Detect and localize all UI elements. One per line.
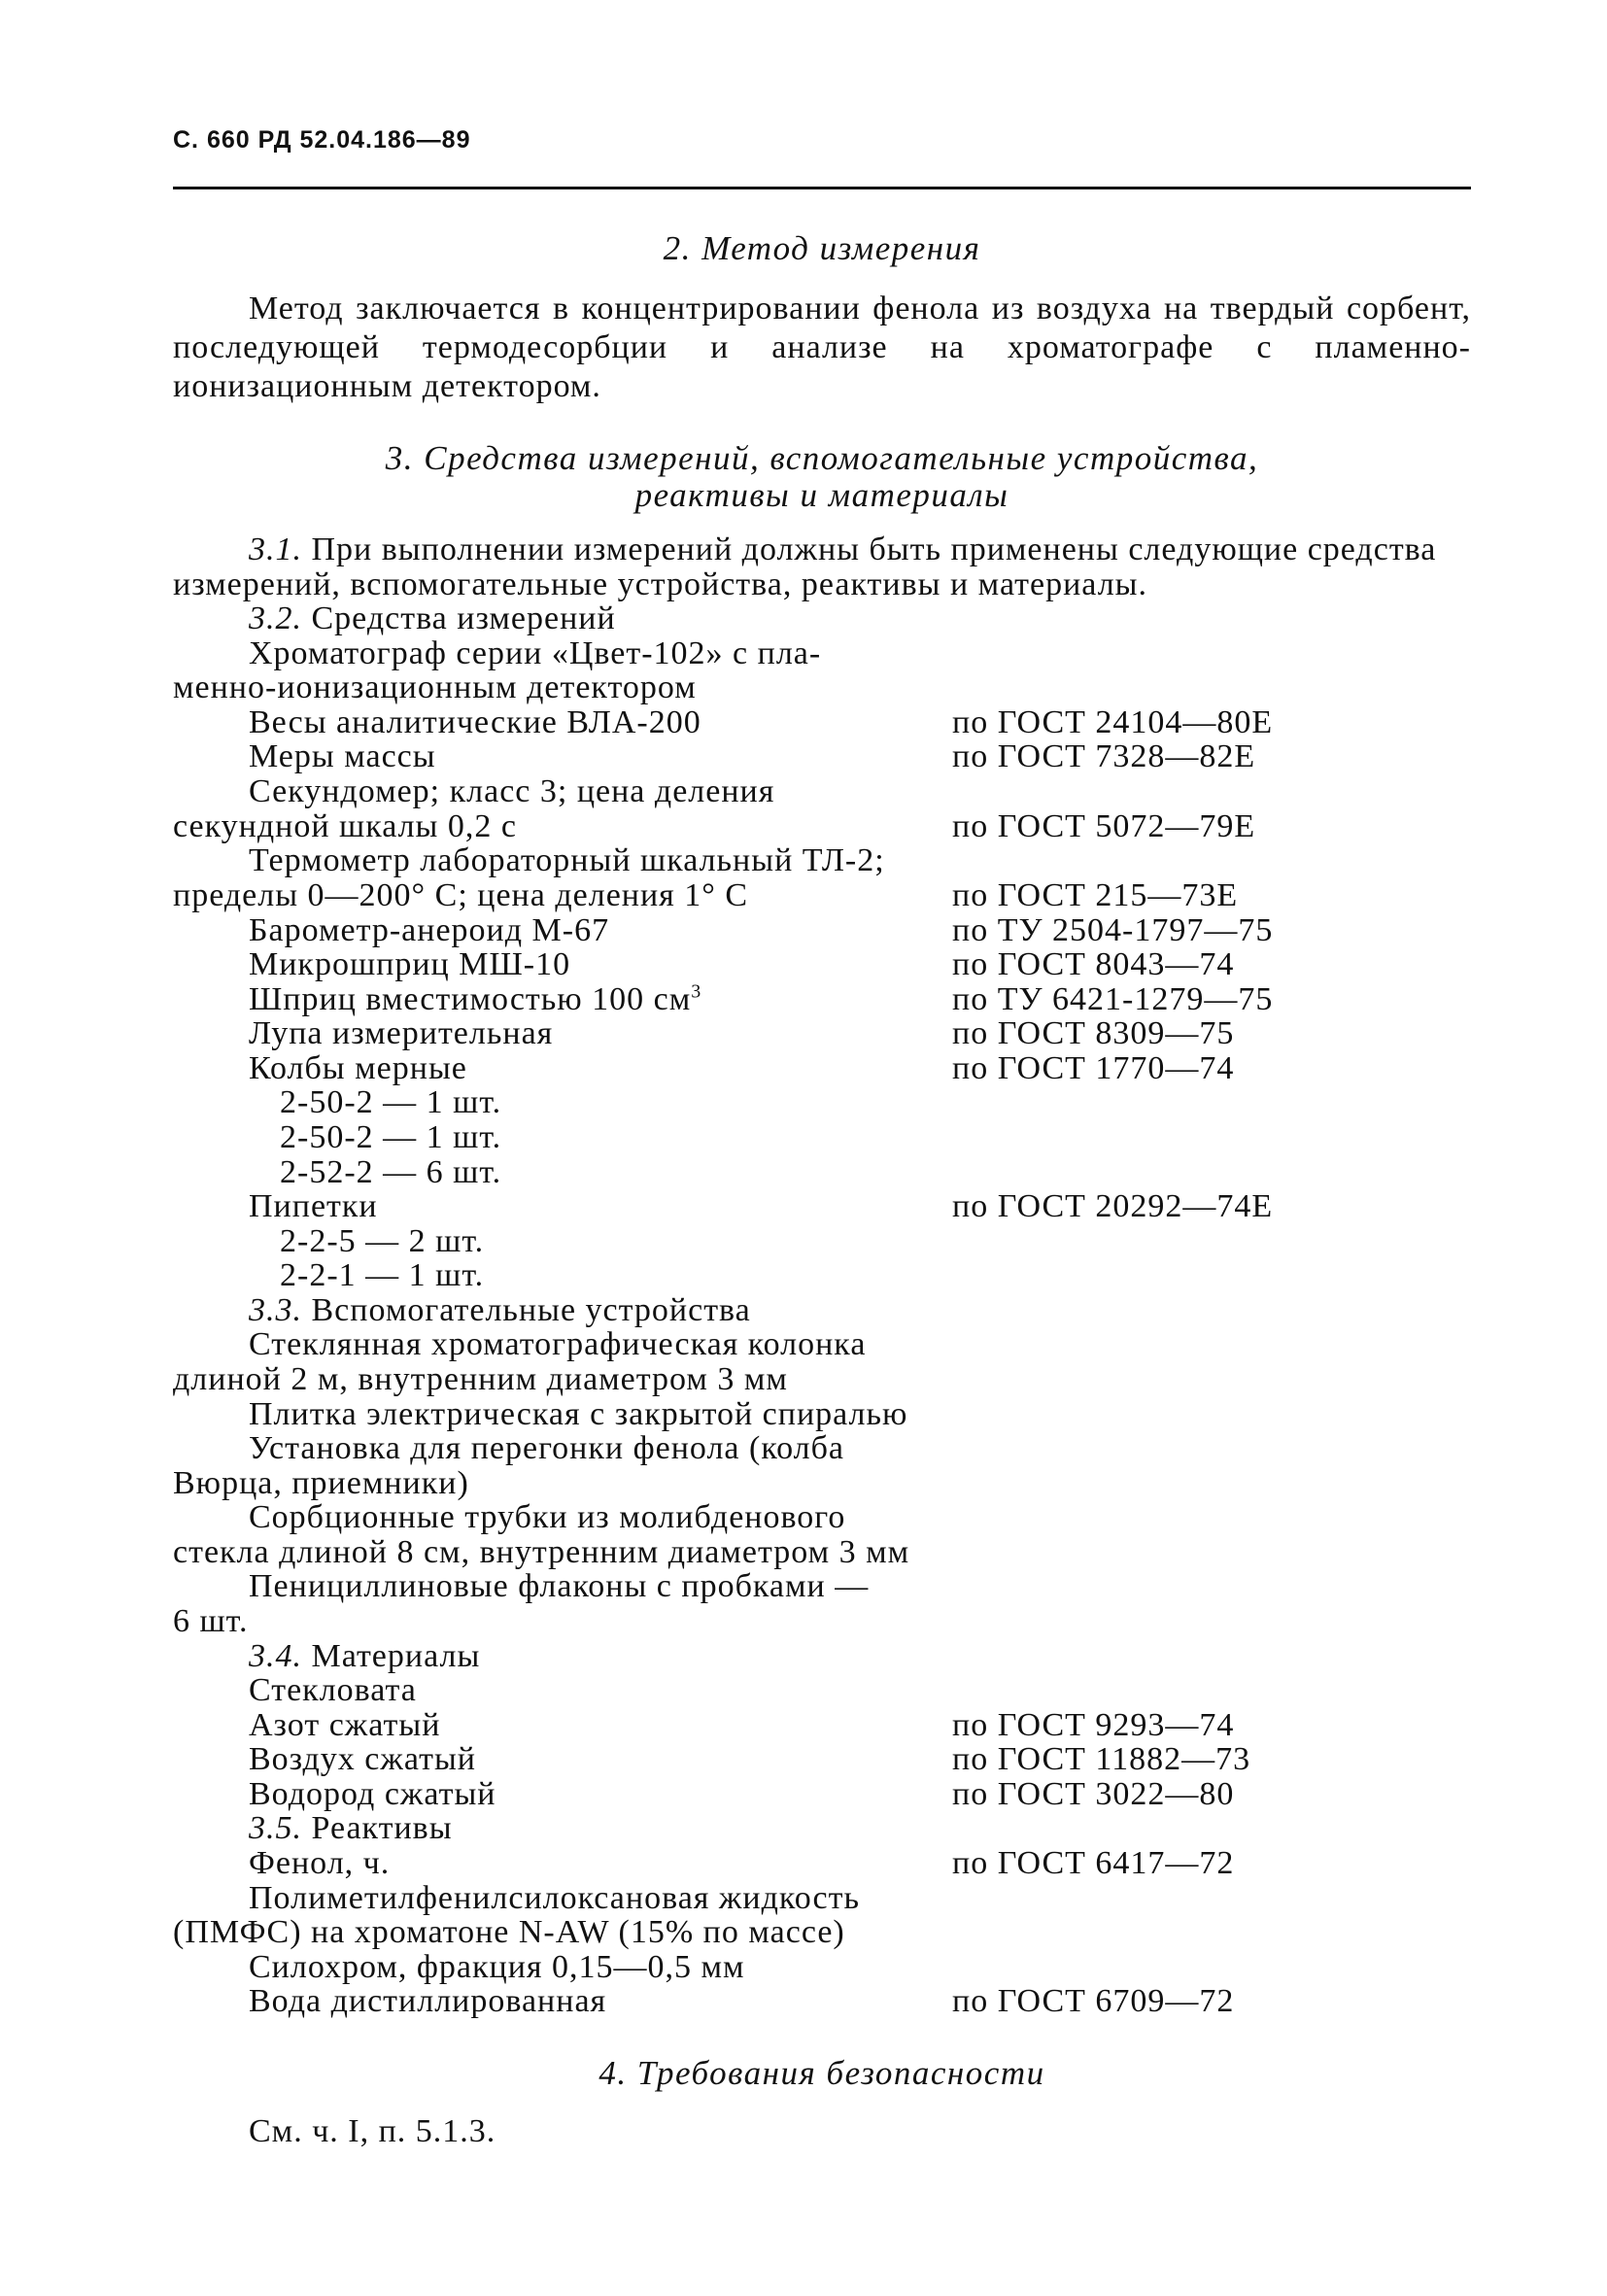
instrument-chromatograph-line1: Хроматограф серии «Цвет-102» с пла- (249, 635, 822, 671)
section-2-text-content: Метод заключается в концентрировании фенола из воздуха на твердый сорбент, последующей термодесорбции и анализе на хроматографе с пламенно-ионизационным детектором. (173, 291, 1471, 404)
device-column-line1: Стеклянная хроматографическая колонка (249, 1326, 867, 1362)
p34-title: Материалы (311, 1638, 481, 1674)
section-4-title: 4. Требования безопасности (598, 2054, 1045, 2092)
p35-title-line (249, 1811, 453, 1846)
header-rule (173, 187, 1471, 189)
instrument-magnifier-ref: по ГОСТ 8309—75 (952, 1015, 1235, 1051)
instrument-weights: Меры массы (249, 738, 436, 774)
flask-item-1: 2-50-2 — 1 шт. (280, 1084, 502, 1120)
flask-item-2: 2-50-2 — 1 шт. (280, 1119, 502, 1155)
p34-number: 3.4. (249, 1638, 302, 1674)
instrument-thermometer-ref: по ГОСТ 215—73Е (952, 877, 1239, 913)
p33-title-line (249, 1293, 751, 1328)
p33-title: Вспомогательные устройства (311, 1292, 751, 1328)
material-air-ref: по ГОСТ 11882—73 (952, 1741, 1251, 1777)
reagent-water: Вода дистиллированная (249, 1983, 607, 2019)
instrument-weights-ref: по ГОСТ 7328—82Е (952, 738, 1256, 774)
section-2-title: 2. Метод измерения (663, 229, 981, 267)
instrument-thermometer-line2: пределы 0—200° С; цена деления 1° С (173, 877, 749, 913)
section-3-title-line2: реактивы и материалы (634, 476, 1009, 514)
instrument-syringe-text: Шприц вместимостью 100 см (249, 981, 692, 1017)
p31-line1 (249, 532, 1436, 567)
device-sorption-tubes-line2: стекла длиной 8 см, внутренним диаметром 3 мм (173, 1534, 910, 1570)
p31-number: 3.1. (249, 531, 302, 567)
page-header-code: С. 660 РД 52.04.186—89 (173, 126, 471, 154)
instrument-stopwatch-line2: секундной шкалы 0,2 с (173, 808, 517, 844)
section-3-title-line1: 3. Средства измерений, вспомогательные устройства, (385, 439, 1259, 477)
p31-text-line2: измерений, вспомогательные устройства, реактивы и материалы. (173, 566, 1148, 602)
material-air: Воздух сжатый (249, 1741, 476, 1777)
instrument-pipettes-ref: по ГОСТ 20292—74Е (952, 1188, 1274, 1224)
reagent-water-ref: по ГОСТ 6709—72 (952, 1983, 1235, 2019)
device-vials-line1: Пенициллиновые флаконы с пробками — (249, 1568, 870, 1604)
p35-number: 3.5. (249, 1810, 302, 1846)
instrument-flasks-ref: по ГОСТ 1770—74 (952, 1050, 1235, 1086)
instrument-barometer-ref: по ТУ 2504-1797—75 (952, 912, 1274, 948)
section-4-text: См. ч. I, п. 5.1.3. (249, 2113, 496, 2149)
device-column-line2: длиной 2 м, внутренним диаметром 3 мм (173, 1361, 788, 1397)
p34-title-line (249, 1639, 480, 1674)
instrument-syringe (249, 982, 701, 1017)
reagent-pmfs-line1: Полиметилфенилсилоксановая жидкость (249, 1880, 861, 1916)
instrument-microsyringe: Микрошприц МШ-10 (249, 946, 571, 982)
p32-number: 3.2. (249, 600, 302, 636)
p35-title: Реактивы (311, 1810, 453, 1846)
reagent-phenol: Фенол, ч. (249, 1845, 391, 1881)
reagent-pmfs-line2: (ПМФС) на хроматоне N-AW (15% по массе) (173, 1914, 845, 1950)
p32-title-line (249, 601, 616, 636)
reagent-phenol-ref: по ГОСТ 6417—72 (952, 1845, 1235, 1881)
instrument-balance-ref: по ГОСТ 24104—80Е (952, 704, 1274, 740)
device-distillation-line1: Установка для перегонки фенола (колба (249, 1430, 845, 1466)
instrument-chromatograph-line2: менно-ионизационным детектором (173, 669, 697, 705)
section-2-text (173, 290, 1471, 406)
device-hotplate: Плитка электрическая с закрытой спиралью (249, 1396, 908, 1432)
material-hydrogen-ref: по ГОСТ 3022—80 (952, 1776, 1235, 1812)
reagent-silochrom: Силохром, фракция 0,15—0,5 мм (249, 1949, 745, 1985)
device-distillation-line2: Вюрца, приемники) (173, 1465, 469, 1501)
instrument-syringe-ref: по ТУ 6421-1279—75 (952, 981, 1274, 1017)
instrument-balance: Весы аналитические ВЛА-200 (249, 704, 701, 740)
material-nitrogen: Азот сжатый (249, 1707, 441, 1743)
p32-title: Средства измерений (311, 600, 616, 636)
instrument-thermometer-line1: Термометр лабораторный шкальный ТЛ-2; (249, 842, 885, 878)
material-nitrogen-ref: по ГОСТ 9293—74 (952, 1707, 1235, 1743)
instrument-magnifier: Лупа измерительная (249, 1015, 554, 1051)
material-hydrogen: Водород сжатый (249, 1776, 496, 1812)
instrument-syringe-sup: 3 (691, 980, 702, 1003)
device-vials-line2: 6 шт. (173, 1603, 249, 1639)
pipette-item-1: 2-2-5 — 2 шт. (280, 1223, 485, 1259)
device-sorption-tubes-line1: Сорбционные трубки из молибденового (249, 1499, 846, 1535)
instrument-barometer: Барометр-анероид М-67 (249, 912, 610, 948)
flask-item-3: 2-52-2 — 6 шт. (280, 1154, 502, 1190)
material-glass-wool: Стекловата (249, 1672, 417, 1708)
instrument-flasks: Колбы мерные (249, 1050, 467, 1086)
pipette-item-2: 2-2-1 — 1 шт. (280, 1257, 485, 1293)
instrument-pipettes: Пипетки (249, 1188, 378, 1224)
instrument-stopwatch-ref: по ГОСТ 5072—79Е (952, 808, 1256, 844)
p33-number: 3.3. (249, 1292, 302, 1328)
p31-text-line1: При выполнении измерений должны быть применены следующие средства (311, 531, 1437, 567)
instrument-stopwatch-line1: Секундомер; класс 3; цена деления (249, 773, 775, 809)
instrument-microsyringe-ref: по ГОСТ 8043—74 (952, 946, 1235, 982)
